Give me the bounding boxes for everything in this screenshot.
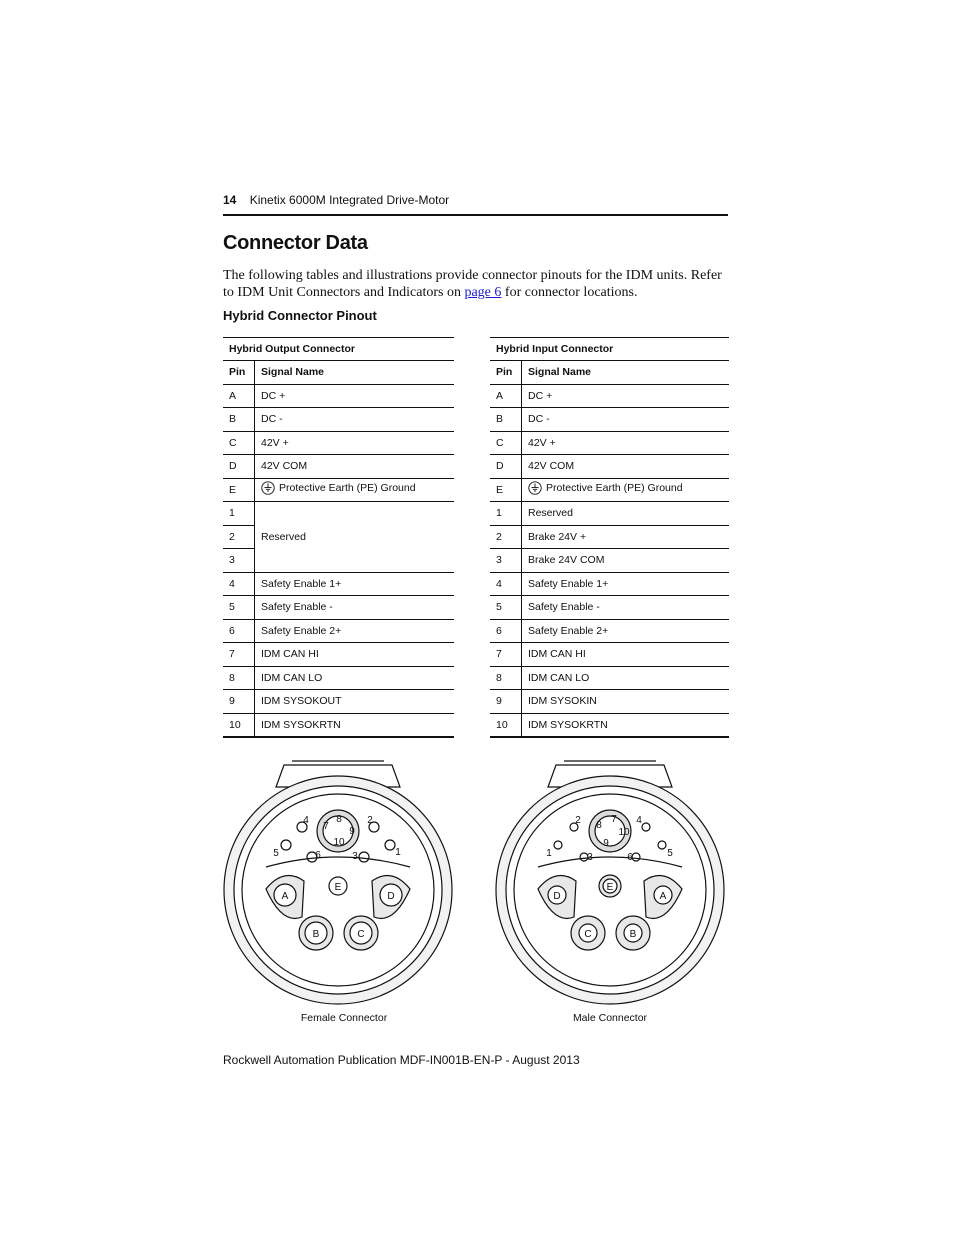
- label-pin-4: 4: [636, 815, 642, 826]
- signal-cell: IDM CAN HI: [522, 643, 730, 667]
- pin-cell: 7: [223, 643, 255, 667]
- signal-cell: IDM SYSOKRTN: [255, 713, 455, 737]
- table-row: [490, 525, 729, 549]
- label-a: A: [659, 891, 667, 902]
- page-number: 14: [223, 193, 237, 207]
- signal-cell: IDM CAN HI: [255, 643, 455, 667]
- signal-cell: DC -: [255, 408, 455, 432]
- signal-cell: Safety Enable 1+: [255, 572, 455, 596]
- pin-cell: 9: [223, 690, 255, 714]
- label-pin-3: 3: [587, 852, 593, 863]
- intro-text-after: for connector locations.: [501, 285, 638, 300]
- signal-cell: 42V COM: [255, 455, 455, 479]
- page-header: [223, 193, 728, 207]
- table-row: [490, 619, 729, 643]
- signal-cell: IDM CAN LO: [255, 666, 455, 690]
- column-header-signal: Signal Name: [522, 361, 730, 385]
- table-row: [223, 431, 454, 455]
- table-row: [223, 596, 454, 620]
- pin-cell: E: [490, 478, 522, 502]
- ground-icon: [261, 481, 275, 495]
- label-b: B: [629, 929, 637, 940]
- label-a: A: [281, 891, 289, 902]
- pin-cell: 10: [490, 713, 522, 737]
- table-row: [223, 455, 454, 479]
- pin-cell: B: [223, 408, 255, 432]
- pin-cell: 9: [490, 690, 522, 714]
- signal-text: Protective Earth (PE) Ground: [279, 482, 416, 495]
- table-title: Hybrid Input Connector: [490, 338, 729, 361]
- label-pin-5: 5: [273, 848, 279, 859]
- label-pin-7: 7: [611, 814, 617, 825]
- hybrid-input-table: [490, 337, 729, 738]
- label-pin-6: 6: [627, 852, 633, 863]
- signal-cell: [255, 478, 455, 502]
- pin-cell: 1: [490, 502, 522, 526]
- table-row: [490, 666, 729, 690]
- pin-cell: C: [223, 431, 255, 455]
- table-title: Hybrid Output Connector: [223, 338, 454, 361]
- female-connector-illustration: [222, 757, 454, 1007]
- page-footer: Rockwell Automation Publication MDF-IN001B-EN-P - August 2013: [223, 1053, 580, 1067]
- table-row: [490, 384, 729, 408]
- label-pin-5: 5: [667, 848, 673, 859]
- table-row: [490, 408, 729, 432]
- pin-cell: D: [223, 455, 255, 479]
- table-row: [490, 455, 729, 479]
- signal-cell: Brake 24V +: [522, 525, 730, 549]
- label-pin-9: 9: [349, 826, 355, 837]
- signal-cell: Brake 24V COM: [522, 549, 730, 573]
- label-d: D: [387, 891, 395, 902]
- signal-cell: Safety Enable 2+: [522, 619, 730, 643]
- label-pin-8: 8: [336, 814, 342, 825]
- label-pin-2: 2: [367, 815, 373, 826]
- male-connector-illustration: [494, 757, 726, 1007]
- signal-cell: DC +: [522, 384, 730, 408]
- signal-cell: Safety Enable 1+: [522, 572, 730, 596]
- label-pin-1: 1: [395, 847, 401, 858]
- pin-cell: 6: [223, 619, 255, 643]
- signal-cell: 42V +: [522, 431, 730, 455]
- signal-cell: DC +: [255, 384, 455, 408]
- signal-cell: Reserved: [255, 502, 455, 573]
- label-e: E: [606, 882, 614, 893]
- signal-cell: Safety Enable -: [255, 596, 455, 620]
- table-row: [490, 643, 729, 667]
- label-e: E: [334, 882, 342, 893]
- table-row: [490, 478, 729, 502]
- output-table-body: [223, 384, 454, 737]
- label-pin-1: 1: [546, 848, 552, 859]
- table-row: [223, 690, 454, 714]
- label-b: B: [312, 929, 320, 940]
- label-pin-8: 8: [596, 820, 602, 831]
- label-pin-4: 4: [303, 815, 309, 826]
- pin-cell: B: [490, 408, 522, 432]
- female-connector-caption: Female Connector: [300, 1012, 388, 1024]
- header-rule: [223, 214, 728, 216]
- pin-cell: 10: [223, 713, 255, 737]
- signal-cell: 42V +: [255, 431, 455, 455]
- male-connector-caption: Male Connector: [572, 1012, 648, 1024]
- pin-cell: 5: [490, 596, 522, 620]
- signal-cell: Safety Enable 2+: [255, 619, 455, 643]
- subsection-title: Hybrid Connector Pinout: [223, 308, 377, 323]
- column-header-pin: Pin: [223, 361, 255, 385]
- label-pin-3: 3: [352, 851, 358, 862]
- pin-cell: 5: [223, 596, 255, 620]
- table-row: [223, 713, 454, 737]
- pin-cell: E: [223, 478, 255, 502]
- signal-cell: Safety Enable -: [522, 596, 730, 620]
- table-row: [223, 478, 454, 502]
- pin-cell: C: [490, 431, 522, 455]
- hybrid-output-table: [223, 337, 454, 738]
- pin-cell: 7: [490, 643, 522, 667]
- pin-cell: 2: [223, 525, 255, 549]
- pin-cell: A: [223, 384, 255, 408]
- intro-paragraph: [223, 267, 728, 301]
- label-pin-10: 10: [618, 827, 630, 838]
- label-pin-9: 9: [603, 838, 609, 849]
- column-header-signal: Signal Name: [255, 361, 455, 385]
- table-row: [490, 431, 729, 455]
- pin-cell: 3: [490, 549, 522, 573]
- signal-cell: DC -: [522, 408, 730, 432]
- pin-cell: 3: [223, 549, 255, 573]
- page-link[interactable]: page 6: [464, 285, 502, 300]
- document-title: Kinetix 6000M Integrated Drive-Motor: [249, 193, 450, 207]
- signal-cell: [522, 478, 730, 502]
- pin-cell: 4: [490, 572, 522, 596]
- pin-cell: 4: [223, 572, 255, 596]
- pin-cell: 8: [223, 666, 255, 690]
- column-header-pin: Pin: [490, 361, 522, 385]
- signal-text: Protective Earth (PE) Ground: [546, 482, 683, 495]
- ground-icon: [528, 481, 542, 495]
- label-pin-2: 2: [575, 815, 581, 826]
- signal-cell: 42V COM: [522, 455, 730, 479]
- label-pin-7: 7: [323, 821, 329, 832]
- pin-cell: 1: [223, 502, 255, 526]
- signal-cell: IDM CAN LO: [522, 666, 730, 690]
- intro-text-before: The following tables and illustrations provide connector pinouts for the IDM units. Refer to IDM Unit Connectors and Indicators on: [223, 268, 722, 300]
- table-row: [223, 643, 454, 667]
- pin-cell: 8: [490, 666, 522, 690]
- table-row: [490, 502, 729, 526]
- label-pin-6: 6: [315, 850, 321, 861]
- label-pin-10: 10: [333, 837, 345, 848]
- pin-cell: D: [490, 455, 522, 479]
- signal-cell: IDM SYSOKOUT: [255, 690, 455, 714]
- table-row: [490, 713, 729, 737]
- table-row: [490, 549, 729, 573]
- signal-cell: IDM SYSOKIN: [522, 690, 730, 714]
- label-d: D: [553, 891, 561, 902]
- table-row: [490, 690, 729, 714]
- table-row: [490, 596, 729, 620]
- pin-cell: 2: [490, 525, 522, 549]
- signal-cell: Reserved: [522, 502, 730, 526]
- section-title: Connector Data: [223, 232, 368, 254]
- table-row: [223, 572, 454, 596]
- table-row: [223, 619, 454, 643]
- table-row: [223, 502, 454, 526]
- pin-cell: 6: [490, 619, 522, 643]
- label-c: C: [357, 929, 365, 940]
- signal-cell: IDM SYSOKRTN: [522, 713, 730, 737]
- table-row: [223, 408, 454, 432]
- table-row: [490, 572, 729, 596]
- label-c: C: [584, 929, 592, 940]
- pin-cell: A: [490, 384, 522, 408]
- table-row: [223, 384, 454, 408]
- input-table-body: [490, 384, 729, 737]
- table-row: [223, 666, 454, 690]
